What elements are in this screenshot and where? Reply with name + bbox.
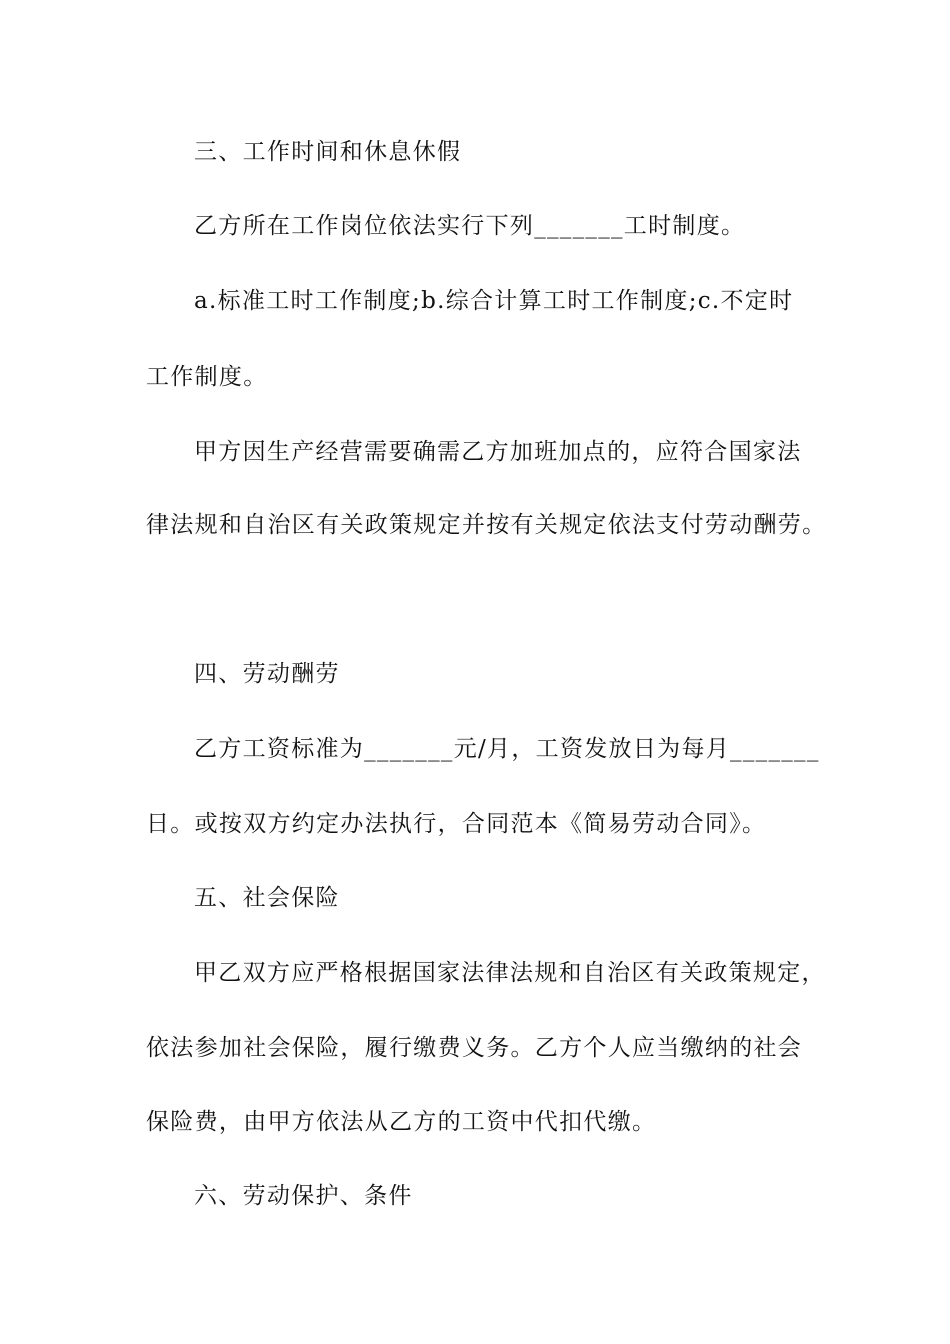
section-heading-remuneration: 四、劳动酬劳 xyxy=(194,661,340,687)
paragraph-line: 工作制度。 xyxy=(146,364,268,390)
section-heading-labor-protection: 六、劳动保护、条件 xyxy=(194,1183,413,1209)
paragraph-line: 依法参加社会保险，履行缴费义务。乙方个人应当缴纳的社会 xyxy=(146,1035,803,1061)
paragraph-line: 保险费，由甲方依法从乙方的工资中代扣代缴。 xyxy=(146,1109,657,1135)
paragraph-line: 乙方所在工作岗位依法实行下列_______工时制度。 xyxy=(194,213,746,239)
paragraph-line: 律法规和自治区有关政策规定并按有关规定依法支付劳动酬劳。 xyxy=(146,512,827,538)
section-heading-work-hours: 三、工作时间和休息休假 xyxy=(194,139,462,165)
paragraph-line: 甲乙双方应严格根据国家法律法规和自治区有关政策规定， xyxy=(194,960,826,986)
section-heading-social-insurance: 五、社会保险 xyxy=(194,885,340,911)
paragraph-line: 日。或按双方约定办法执行，合同范本《简易劳动合同》。 xyxy=(146,811,767,837)
paragraph-line: 甲方因生产经营需要确需乙方加班加点的，应符合国家法 xyxy=(194,439,802,465)
paragraph-line: a.标准工时工作制度;b.综合计算工时工作制度;c.不定时 xyxy=(194,288,794,314)
paragraph-line: 乙方工资标准为_______元/月，工资发放日为每月_______ xyxy=(194,736,820,762)
